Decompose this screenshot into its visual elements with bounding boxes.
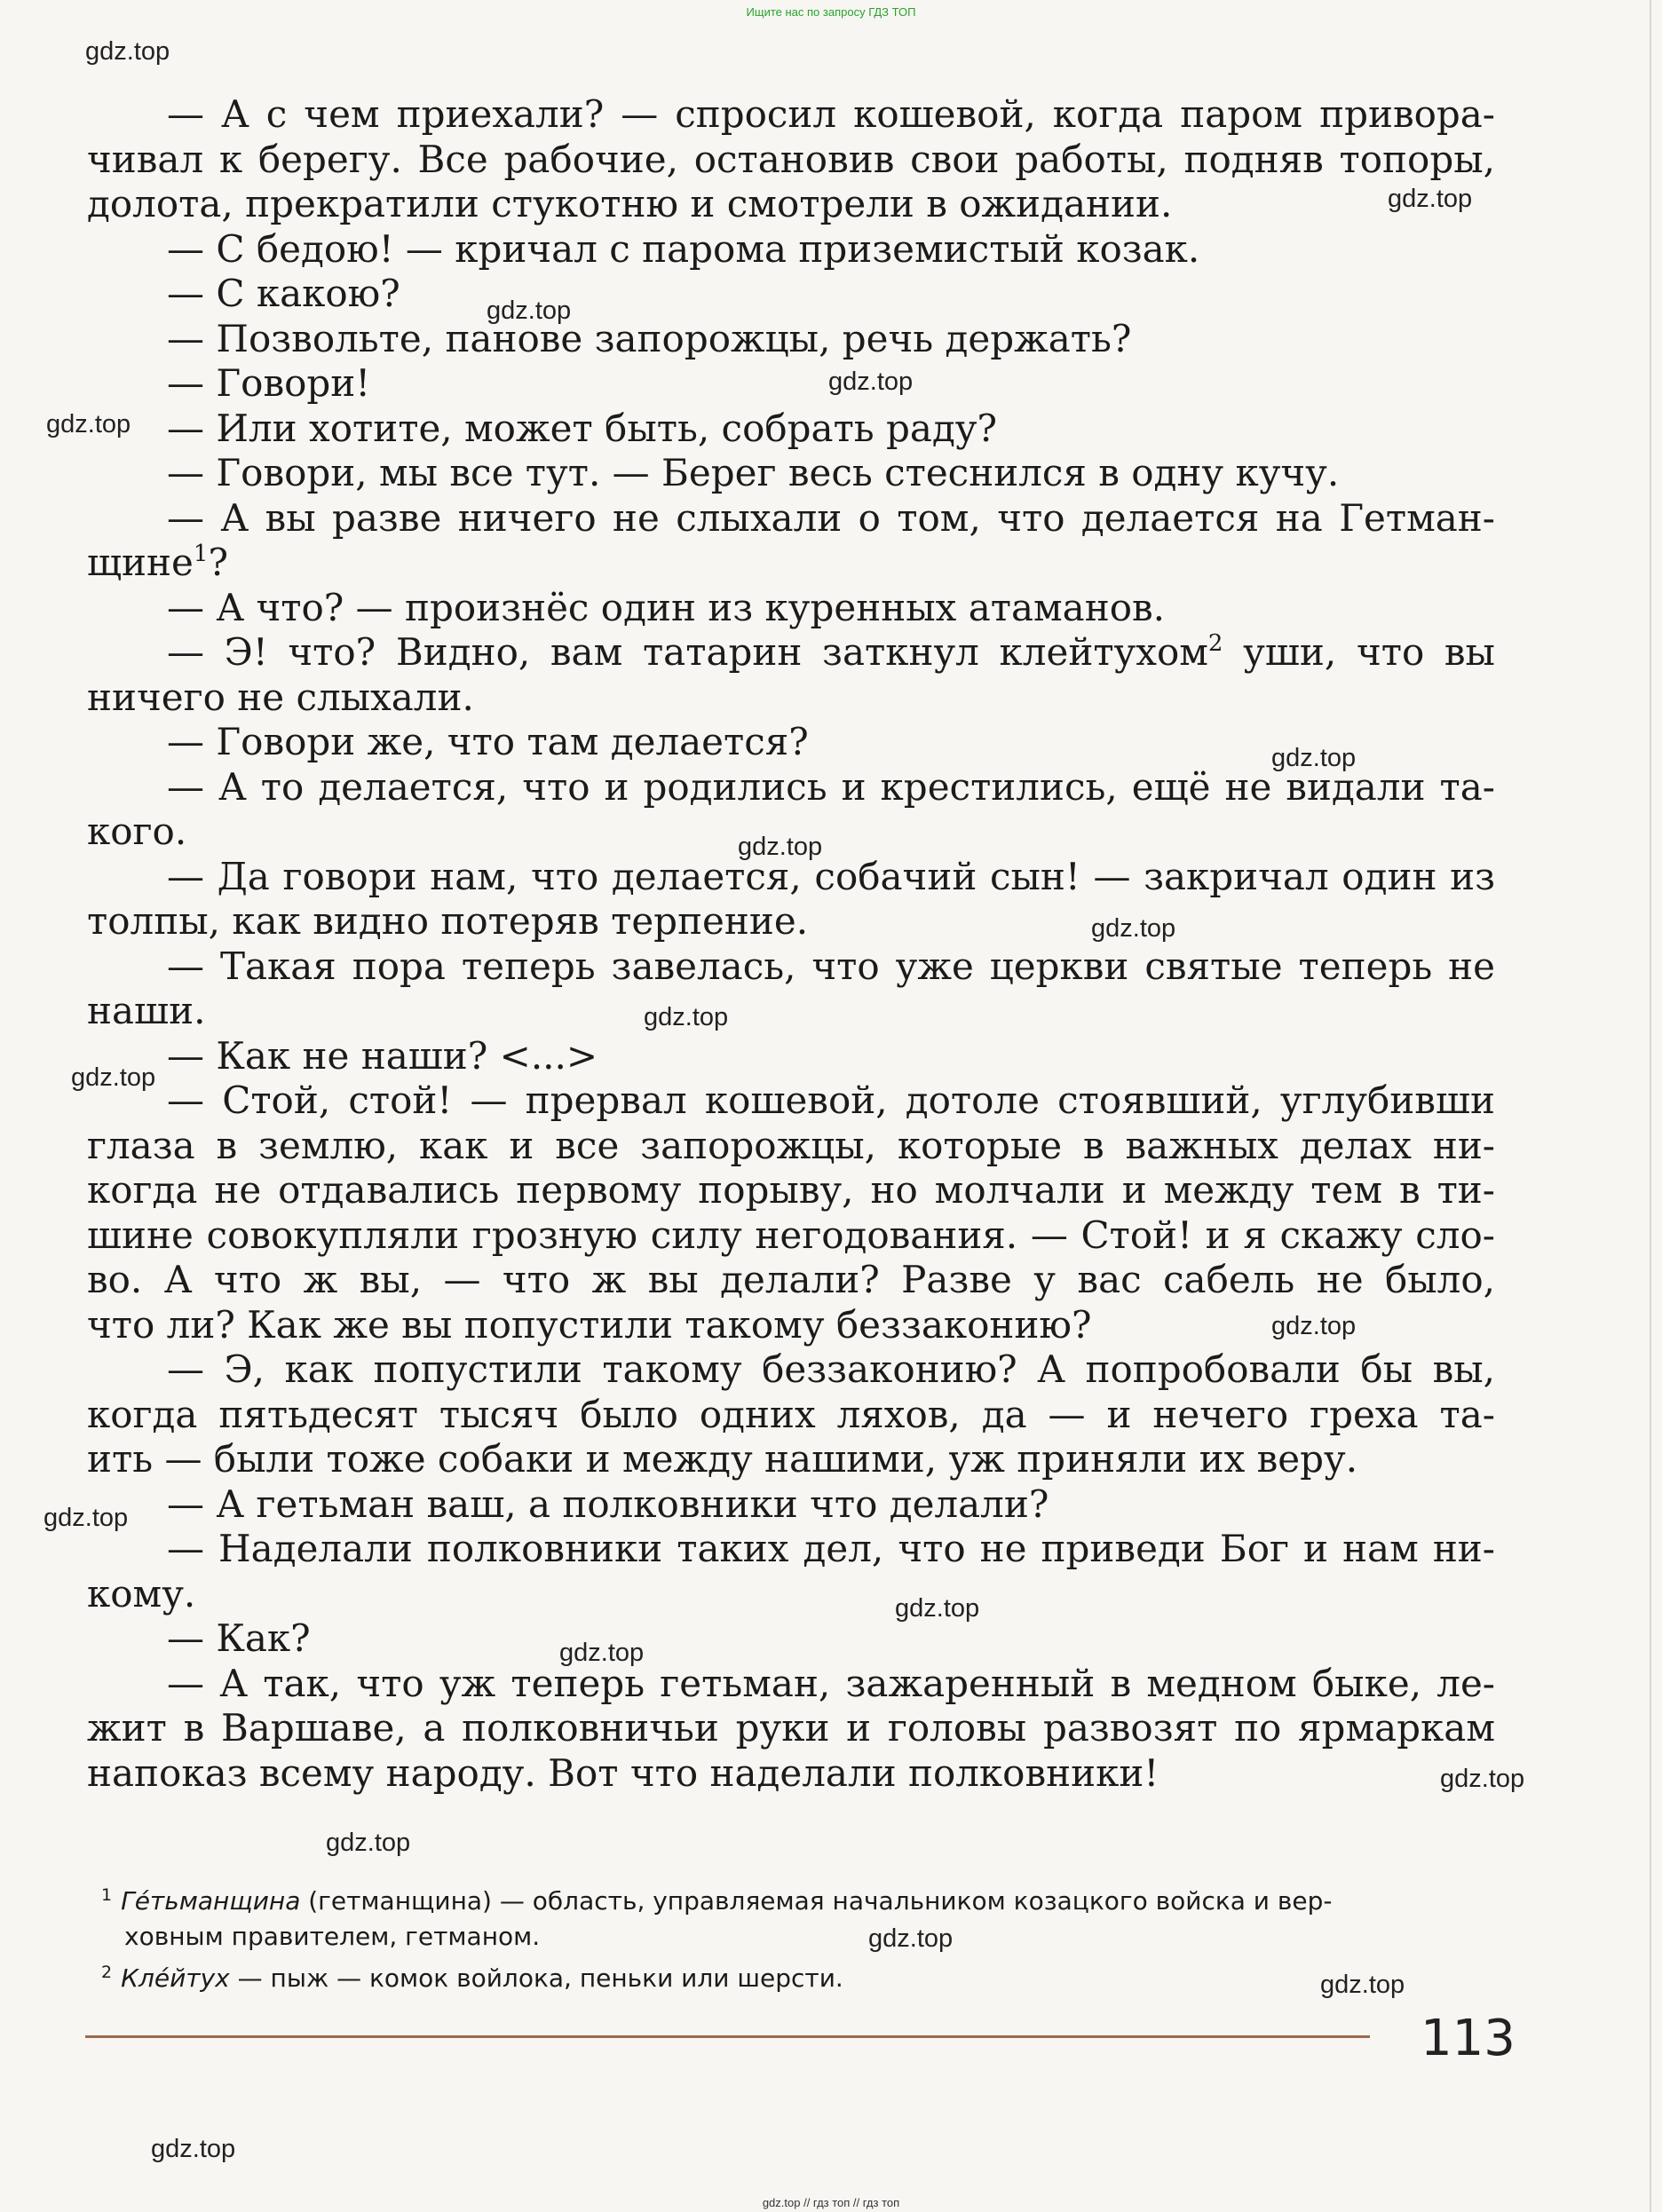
watermark: gdz.top <box>151 2135 236 2163</box>
text-line: глаза в землю, как и все запорожцы, которые в важных делах ни- <box>87 1123 1495 1167</box>
watermark: gdz.top <box>559 1639 645 1667</box>
text-line: — Говори, мы все тут. — Берег весь стеснился в одну кучу. <box>167 451 1340 494</box>
watermark: gdz.top <box>895 1594 980 1623</box>
watermark: gdz.top <box>1440 1765 1525 1793</box>
text-line: долота, прекратили стукотню и смотрели в ожидании. <box>87 182 1173 225</box>
text-line: толпы, как видно потеряв терпение. <box>87 899 809 943</box>
footnote-marker: 1 <box>193 541 209 567</box>
watermark: gdz.top <box>738 833 823 861</box>
footnote-text: — пыж — комок войлока, пеньки или шерсти. <box>229 1963 843 1993</box>
watermark: gdz.top <box>1271 1312 1357 1340</box>
bottom-rule <box>85 2035 1370 2038</box>
text-fragment: щине <box>87 541 194 584</box>
text-line: — А вы разве ничего не слыхали о том, что делается на Гетман- <box>167 495 1495 540</box>
watermark: gdz.top <box>1271 744 1357 772</box>
text-line: — Говори же, что там делается? <box>167 720 809 763</box>
text-line: во. А что ж вы, — что ж вы делали? Разве у вас сабель не было, <box>87 1258 1495 1301</box>
text-line: — Наделали полковники таких дел, что не приведи Бог и нам ни- <box>167 1527 1495 1570</box>
text-line: когда пятьдесят тысяч было одних ляхов, да — и нечего греха та- <box>87 1392 1495 1436</box>
watermark: gdz.top <box>868 1924 954 1953</box>
watermark: gdz.top <box>828 367 914 396</box>
text-line: — Стой, стой! — прервал кошевой, дотоле стоявший, углубивши <box>167 1078 1495 1122</box>
text-line: — Такая пора теперь завелась, что уже церкви святые теперь не <box>167 944 1495 988</box>
text-line: — С какою? <box>167 272 400 315</box>
bottom-banner[interactable]: gdz.top // гдз топ // гдз топ <box>762 2196 900 2209</box>
footnote-marker: 2 <box>1207 630 1223 657</box>
watermark: gdz.top <box>326 1829 411 1857</box>
text-line: — Э, как попустили такому беззаконию? А попробовали бы вы, <box>167 1347 1495 1391</box>
text-line: напоказ всему народу. Вот что наделали полковники! <box>87 1750 1159 1795</box>
text-line: — Как не наши? <...> <box>167 1033 598 1078</box>
footnote-text: (гетманщина) — область, управляемая начальником козацкого войска и вер- <box>300 1886 1333 1916</box>
text-line: — Говори! <box>167 361 371 405</box>
footnote-number: 2 <box>101 1963 113 1982</box>
footnote-2 <box>101 1955 1493 1996</box>
watermark: gdz.top <box>44 1504 129 1532</box>
watermark: gdz.top <box>71 1063 156 1092</box>
text-line: кому. <box>87 1571 196 1616</box>
text-line: ничего не слыхали. <box>87 675 474 719</box>
watermark: gdz.top <box>46 410 131 438</box>
text-line: кого. <box>87 810 187 853</box>
text-line: шине совокупляли грозную силу негодования. — Стой! и я скажу сло- <box>87 1213 1495 1257</box>
page-edge <box>1650 0 1651 2212</box>
text-line: — А гетьман ваш, а полковники что делали? <box>167 1481 1049 1526</box>
text-line: — А то делается, что и родились и крестились, ещё не видали та- <box>167 764 1495 809</box>
watermark: gdz.top <box>644 1003 729 1031</box>
text-line: — Да говори нам, что делается, собачий сын! — закричал один из <box>167 854 1495 898</box>
watermark: gdz.top <box>487 296 572 325</box>
footnote-1 <box>101 1877 1493 1919</box>
footnote-number: 1 <box>101 1885 113 1905</box>
text-line: — А так, что уж теперь гетьман, зажаренный в медном быке, ле- <box>167 1661 1495 1705</box>
footnote-term: Клéйтух <box>121 1963 230 1993</box>
main-text <box>87 92 1495 1796</box>
watermark: gdz.top <box>1320 1971 1405 1999</box>
text-line: — Как? <box>167 1616 311 1660</box>
watermark: gdz.top <box>1091 914 1176 943</box>
text-line: ить — были тоже собаки и между нашими, уж приняли их веру. <box>87 1437 1358 1481</box>
top-banner[interactable]: Ищите нас по запросу ГДЗ ТОП <box>746 5 916 19</box>
text-line: что ли? Как же вы попустили такому беззаконию? <box>87 1302 1092 1347</box>
text-line: чивал к берегу. Все рабочие, остановив свои работы, подняв топоры, <box>87 137 1495 181</box>
text-line: — Позвольте, панове запорожцы, речь держать? <box>167 316 1132 360</box>
watermark: gdz.top <box>1388 185 1473 213</box>
text-fragment: уши, что вы <box>1243 630 1495 674</box>
text-line: жит в Варшаве, а полковничьи руки и головы развозят по ярмаркам <box>87 1706 1495 1750</box>
text-line: — А что? — произнёс один из куренных атаманов. <box>167 585 1165 629</box>
text-line: — С бедою! — кричал с парома приземистый козак. <box>167 226 1200 271</box>
text-line: — А с чем приехали? — спросил кошевой, когда паром привора- <box>167 92 1495 136</box>
watermark: gdz.top <box>85 37 170 66</box>
text-fragment: — Э! что? Видно, вам татарин заткнул клейтухом <box>167 630 1208 674</box>
footnote-term: Гéтьманщина <box>121 1886 301 1916</box>
text-line <box>87 541 1495 586</box>
page-number: 113 <box>1421 2010 1516 2067</box>
text-line: — Или хотите, может быть, собрать раду? <box>167 406 998 450</box>
text-line <box>87 630 1495 675</box>
text-line: наши. <box>87 989 206 1032</box>
footnote-1-continuation: ховным правителем, гетманом. <box>124 1922 541 1951</box>
text-line: когда не отдавались первому порыву, но молчали и между тем в ти- <box>87 1168 1495 1212</box>
footnotes <box>101 1877 1493 1996</box>
text-fragment: ? <box>208 541 228 584</box>
